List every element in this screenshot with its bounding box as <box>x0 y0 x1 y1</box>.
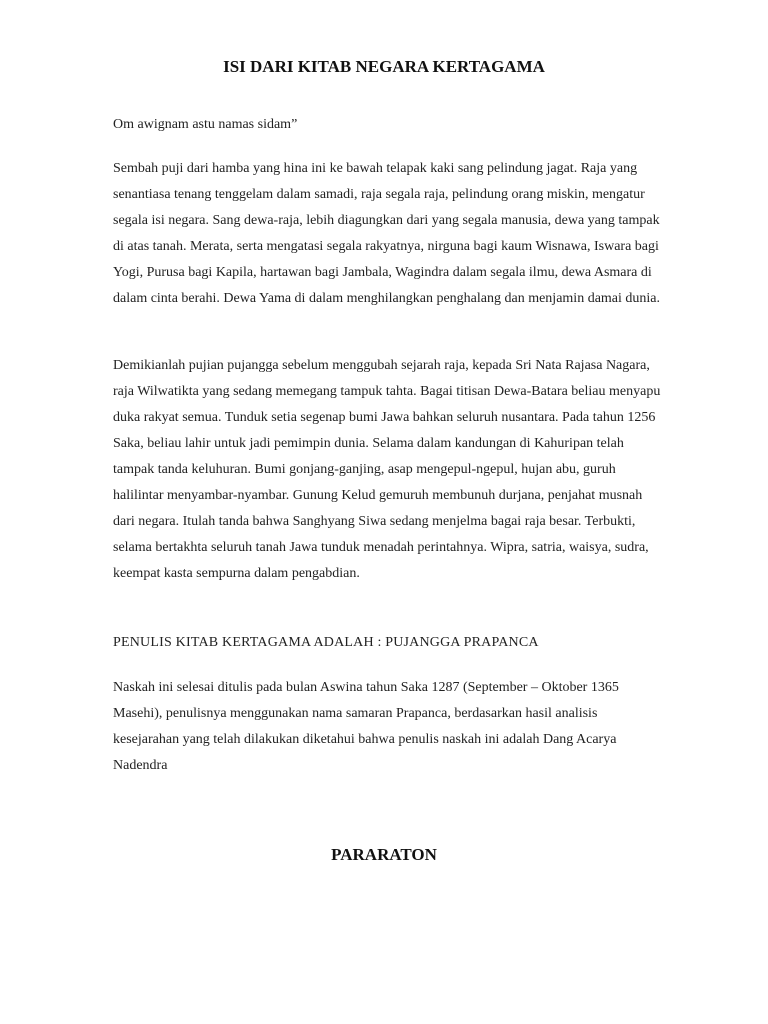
section-title-pararaton: PARARATON <box>331 845 437 864</box>
document-title: ISI DARI KITAB NEGARA KERTAGAMA <box>223 57 545 76</box>
paragraph-praise: Sembah puji dari hamba yang hina ini ke bawah telapak kaki sang pelindung jagat. Raja yang senantiasa tenang tenggelam dalam samadi, raja segala raja, pelindung orang miskin, mengatur segala isi negara. Sang dewa-raja, lebih diagungkan dari yang segala manusia, dewa yang tampak di atas tanah. Merata, serta mengatasi segala rakyatnya, nirguna bagi kaum Wisnawa, Iswara bagi Yogi, Purusa bagi Kapila, hartawan bagi Jambala, Wagindra dalam segala ilmu, dewa Asmara di dalam cinta berahi. Dewa Yama di dalam menghilangkan penghalang dan menjamin damai dunia. <box>113 161 660 306</box>
paragraph-history: Demikianlah pujian pujangga sebelum menggubah sejarah raja, kepada Sri Nata Rajasa Nagara, raja Wilwatikta yang sedang memegang tampuk tahta. Bagai titisan Dewa-Batara beliau menyapu duka rakyat semua. Tunduk setia segenap bumi Jawa bahkan seluruh nusantara. Pada tahun 1256 Saka, beliau lahir untuk jadi pemimpin dunia. Selama dalam kandungan di Kahuripan telah tampak tanda keluhuran. Bumi gonjang-ganjing, asap mengepul-ngepul, hujan abu, guruh halilintar menyambar-nyambar. Gunung Kelud gemuruh membunuh durjana, penjahat musnah dari negara. Itulah tanda bahwa Sanghyang Siwa sedang menjelma bagai raja besar. Terbukti, selama bertakhta seluruh tanah Jawa tunduk menadah perintahnya. Wipra, satria, waisya, sudra, keempat kasta sempurna dalam pengabdian. <box>113 358 661 581</box>
author-heading: PENULIS KITAB KERTAGAMA ADALAH : PUJANGGA PRAPANCA <box>113 635 539 650</box>
paragraph-author: Naskah ini selesai ditulis pada bulan Aswina tahun Saka 1287 (September – Oktober 1365 Masehi), penulisnya menggunakan nama samaran Prapanca, berdasarkan hasil analisis kesejarahan yang telah dilakukan diketahui bahwa penulis naskah ini adalah Dang Acarya Nadendra <box>113 680 619 773</box>
opening-invocation: Om awignam astu namas sidam” <box>113 117 298 132</box>
